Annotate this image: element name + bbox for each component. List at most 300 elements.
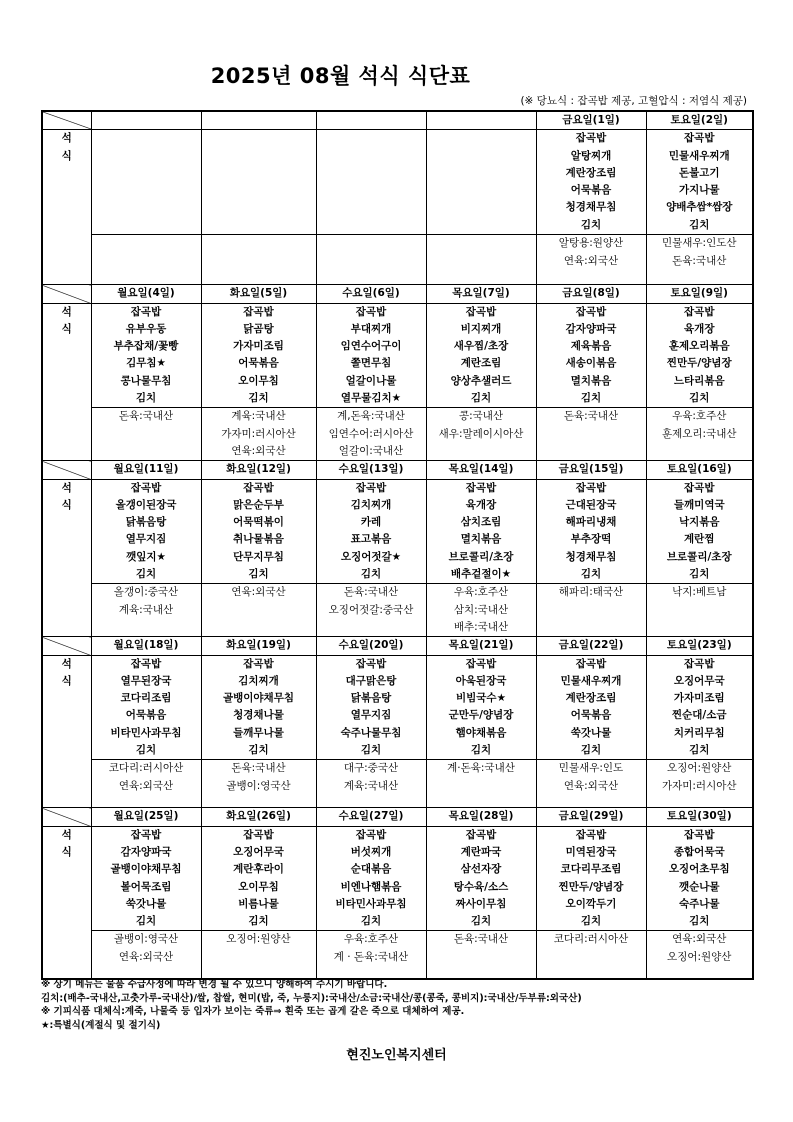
menu-item: 잡곡밥 xyxy=(130,481,162,494)
origin-info: 계 · 돈육:국내산 xyxy=(333,950,409,963)
day-header xyxy=(316,111,426,130)
menu-item: 멸치볶음 xyxy=(570,374,612,387)
origin-info: 계,돈육:국내산 xyxy=(337,410,405,423)
menu-item: 부추장떡 xyxy=(570,533,612,546)
week-header-row xyxy=(42,111,753,130)
menu-item: 감자양파국 xyxy=(120,845,172,858)
menu-item: 햄야채볶음 xyxy=(455,726,507,739)
menu-item: 김치 xyxy=(689,568,710,581)
menu-item: 김치 xyxy=(360,915,382,928)
day-header: 월요일(11일) xyxy=(91,461,201,479)
menu-item: 훈제오리볶음 xyxy=(668,340,730,353)
menu-item: 비지찌개 xyxy=(460,322,502,335)
menu-item: 유부우동 xyxy=(125,322,167,335)
menu-item: 오이무침 xyxy=(238,374,279,387)
menu-item: 짜사이무침 xyxy=(455,897,507,910)
menu-item: 잡곡밥 xyxy=(465,305,497,318)
menu-item: 골뱅이야채무침 xyxy=(222,692,294,705)
footnotes xyxy=(41,978,761,1032)
menu-cell xyxy=(426,655,536,760)
menu-table xyxy=(41,110,754,980)
menu-item: 김치 xyxy=(135,744,157,757)
menu-item: 잡곡밥 xyxy=(465,657,497,670)
menu-item: 김치 xyxy=(580,218,602,231)
menu-item: 찐순대/소금 xyxy=(671,709,727,722)
menu-item: 부추잡채/꽃빵 xyxy=(113,340,179,353)
menu-item: 어묵볶음 xyxy=(238,357,279,370)
menu-item: 계란장조림 xyxy=(565,692,617,705)
menu-item: 청경채무침 xyxy=(565,550,617,563)
menu-item: 맑은순두부 xyxy=(233,498,284,511)
menu-cell xyxy=(201,479,316,584)
menu-item: 취나물볶음 xyxy=(233,533,284,546)
menu-cell xyxy=(316,130,426,235)
meal-label-char: 석 xyxy=(61,828,72,841)
menu-item: 김치 xyxy=(248,915,269,928)
meal-label-char: 석 xyxy=(61,481,72,494)
menu-item: 김치 xyxy=(135,392,157,405)
menu-item: 비타민사과무침 xyxy=(110,726,182,739)
origin-row xyxy=(42,931,753,979)
day-header: 목요일(7일) xyxy=(426,285,536,303)
day-header: 토요일(30일) xyxy=(646,808,753,826)
menu-cell xyxy=(536,303,646,408)
menu-item: 오징어초무침 xyxy=(668,863,730,876)
menu-item: 비빔국수★ xyxy=(456,692,506,705)
origin-cell xyxy=(536,931,646,979)
day-header xyxy=(201,111,316,130)
menu-item: 치커리무침 xyxy=(673,726,725,739)
menu-items-row xyxy=(42,303,753,408)
origin-info: 돈육:국내산 xyxy=(453,933,509,946)
origin-cell xyxy=(646,235,753,285)
menu-item: 양상추샐러드 xyxy=(450,374,512,387)
menu-cell xyxy=(91,303,201,408)
day-header: 수요일(20일) xyxy=(316,637,426,655)
meal-label-char: 식 xyxy=(61,845,72,858)
menu-cell xyxy=(646,130,753,235)
menu-items-row xyxy=(42,130,753,235)
menu-cell xyxy=(201,826,316,931)
origin-info: 민물새우:인도산 xyxy=(661,237,737,250)
menu-item: 골뱅이야채무침 xyxy=(110,863,182,876)
origin-info: 오징어:원양산 xyxy=(226,933,291,946)
menu-item: 김치 xyxy=(689,744,710,757)
origin-info: 가자미:러시아산 xyxy=(661,779,737,792)
menu-items-row xyxy=(42,479,753,584)
day-header: 토요일(9일) xyxy=(646,285,753,303)
day-header xyxy=(426,111,536,130)
footnote-special: ★:특별식(계절식 및 절기식) xyxy=(41,1019,161,1031)
menu-item: 들깨무나물 xyxy=(233,726,284,739)
menu-item: 김치 xyxy=(470,915,492,928)
origin-info: 돈육:국내산 xyxy=(563,410,619,423)
menu-item: 쑥갓나물 xyxy=(125,897,167,910)
menu-cell xyxy=(316,479,426,584)
origin-info: 얼갈이:국내산 xyxy=(338,444,404,457)
origin-cell xyxy=(91,584,201,637)
menu-item: 열무지짐 xyxy=(350,709,392,722)
menu-item: 계란후라이 xyxy=(233,863,284,876)
meal-row-label xyxy=(42,479,91,637)
menu-item: 잡곡밥 xyxy=(575,132,607,145)
menu-item: 잡곡밥 xyxy=(575,657,607,670)
menu-item: 김치 xyxy=(580,392,602,405)
origin-info: 연육:외국산 xyxy=(231,586,286,599)
origin-info: 계·돈육:국내산 xyxy=(447,762,515,775)
menu-item: 잡곡밥 xyxy=(684,481,715,494)
menu-item: 닭볶음탕 xyxy=(125,516,167,529)
meal-label-char: 식 xyxy=(61,149,72,162)
day-header: 토요일(2일) xyxy=(646,111,753,130)
week-header-row xyxy=(42,637,753,655)
day-header: 화요일(5일) xyxy=(201,285,316,303)
menu-item: 잡곡밥 xyxy=(243,828,274,841)
origin-info: 우육:호주산 xyxy=(453,586,509,599)
origin-info: 오징어:원양산 xyxy=(667,950,732,963)
origin-cell xyxy=(426,235,536,285)
origin-cell xyxy=(646,931,753,979)
menu-item: 아욱된장국 xyxy=(455,674,507,687)
menu-item: 비타민사과무침 xyxy=(335,897,407,910)
menu-item: 멸치볶음 xyxy=(460,533,502,546)
menu-item: 찐만두/양념장 xyxy=(666,357,732,370)
menu-item: 비름나물 xyxy=(238,897,279,910)
origin-row xyxy=(42,584,753,637)
page-title: 2025년 08월 석식 식단표 xyxy=(210,64,471,88)
menu-item: 닭곰탕 xyxy=(243,322,274,335)
origin-info: 오징어젓갈:중국산 xyxy=(328,603,414,616)
origin-cell xyxy=(536,235,646,285)
menu-item: 잡곡밥 xyxy=(355,481,387,494)
day-header: 목요일(14일) xyxy=(426,461,536,479)
menu-cell xyxy=(201,303,316,408)
menu-item: 임연수어구이 xyxy=(340,340,402,353)
menu-item: 알탕찌개 xyxy=(570,149,612,162)
origin-info: 골뱅이:영국산 xyxy=(226,779,291,792)
menu-item: 잡곡밥 xyxy=(243,657,274,670)
menu-item: 계란장조림 xyxy=(565,166,617,179)
menu-item: 열무된장국 xyxy=(120,674,172,687)
origin-info: 알탕용:원양산 xyxy=(558,237,624,250)
diagonal-corner-cell xyxy=(42,808,91,826)
menu-item: 닭볶음탕 xyxy=(350,692,392,705)
origin-cell xyxy=(91,235,201,285)
menu-item: 민물새우찌개 xyxy=(668,149,730,162)
origin-info: 우육:호주산 xyxy=(672,410,727,423)
origin-info: 돈육:국내산 xyxy=(231,762,286,775)
menu-item: 삼치조림 xyxy=(460,516,502,529)
menu-cell xyxy=(646,826,753,931)
origin-info: 연육:외국산 xyxy=(231,444,286,457)
menu-item: 어묵볶음 xyxy=(570,709,612,722)
menu-item: 버섯찌개 xyxy=(350,845,392,858)
origin-row xyxy=(42,235,753,285)
menu-item: 코다리무조림 xyxy=(560,863,622,876)
origin-info: 우육:호주산 xyxy=(343,933,399,946)
menu-item: 잡곡밥 xyxy=(130,828,162,841)
menu-item: 배추겉절이★ xyxy=(450,568,512,581)
menu-cell xyxy=(316,303,426,408)
meal-label-char: 식 xyxy=(61,498,72,511)
menu-item: 감자양파국 xyxy=(565,322,617,335)
menu-item: 볼어묵조림 xyxy=(120,880,172,893)
diagonal-corner-cell xyxy=(42,285,91,303)
menu-item: 올갱이된장국 xyxy=(115,498,177,511)
meal-label-char: 식 xyxy=(61,674,72,687)
origin-cell xyxy=(201,235,316,285)
menu-cell xyxy=(536,130,646,235)
origin-cell xyxy=(316,584,426,637)
menu-item: 제육볶음 xyxy=(570,340,612,353)
origin-info: 코다리:러시아산 xyxy=(108,762,184,775)
menu-item: 청경채무침 xyxy=(565,201,617,214)
menu-item: 새송이볶음 xyxy=(565,357,617,370)
menu-item: 김치 xyxy=(580,744,602,757)
origin-info: 연육:외국산 xyxy=(672,933,727,946)
origin-cell xyxy=(426,931,536,979)
menu-item: 표고볶음 xyxy=(350,533,392,546)
origin-info: 연육:외국산 xyxy=(563,254,619,267)
origin-info: 대구:중국산 xyxy=(343,762,399,775)
menu-item: 잡곡밥 xyxy=(575,305,607,318)
menu-item: 잡곡밥 xyxy=(130,657,162,670)
menu-item: 쑥갓나물 xyxy=(570,726,612,739)
menu-item: 브로콜리/초장 xyxy=(448,550,514,563)
origin-cell xyxy=(426,760,536,808)
menu-item: 비엔나햄볶음 xyxy=(340,880,402,893)
menu-item: 김치 xyxy=(248,744,269,757)
day-header: 월요일(25일) xyxy=(91,808,201,826)
meal-row-label xyxy=(42,303,91,461)
menu-item: 콩나물무침 xyxy=(120,374,172,387)
day-header: 금요일(8일) xyxy=(536,285,646,303)
origin-cell xyxy=(426,408,536,461)
origin-row xyxy=(42,408,753,461)
origin-info: 코다리:러시아산 xyxy=(553,933,629,946)
menu-cell xyxy=(646,303,753,408)
week-header-row xyxy=(42,285,753,303)
origin-cell xyxy=(91,931,201,979)
menu-item: 김치 xyxy=(470,744,492,757)
menu-item: 잡곡밥 xyxy=(684,305,715,318)
menu-item: 김치 xyxy=(360,568,382,581)
menu-item: 오이깍두기 xyxy=(565,897,617,910)
menu-item: 코다리조림 xyxy=(120,692,172,705)
diagonal-corner-cell xyxy=(42,637,91,655)
menu-item: 들깨미역국 xyxy=(673,498,725,511)
week-header-row xyxy=(42,808,753,826)
origin-info: 해파리:태국산 xyxy=(558,586,624,599)
menu-cell xyxy=(426,303,536,408)
origin-info: 콩:국내산 xyxy=(458,410,504,423)
menu-item: 육개장 xyxy=(684,322,715,335)
origin-info: 계육:국내산 xyxy=(118,603,174,616)
menu-item: 잡곡밥 xyxy=(684,132,715,145)
day-header: 화요일(26일) xyxy=(201,808,316,826)
menu-item: 계란찜 xyxy=(684,533,715,546)
day-header: 금요일(1일) xyxy=(536,111,646,130)
day-header: 수요일(6일) xyxy=(316,285,426,303)
origin-info: 가자미:러시아산 xyxy=(221,427,296,440)
origin-info: 낙지:베트남 xyxy=(672,586,727,599)
menu-item: 김치 xyxy=(470,392,492,405)
menu-item: 가자미조림 xyxy=(673,692,725,705)
menu-item: 느타리볶음 xyxy=(673,374,725,387)
meal-row-label xyxy=(42,130,91,285)
origin-cell xyxy=(646,408,753,461)
origin-cell xyxy=(646,760,753,808)
menu-item: 김치 xyxy=(580,568,602,581)
menu-item: 어묵떡볶이 xyxy=(233,516,284,529)
day-header: 금요일(22일) xyxy=(536,637,646,655)
menu-item: 김치찌개 xyxy=(350,498,392,511)
menu-item: 어묵볶음 xyxy=(570,184,612,197)
day-header: 토요일(23일) xyxy=(646,637,753,655)
menu-item: 숙주나물 xyxy=(678,897,720,910)
origin-cell xyxy=(91,408,201,461)
origin-cell xyxy=(536,408,646,461)
menu-item: 찐만두/양념장 xyxy=(558,880,624,893)
origin-info: 돈육:국내산 xyxy=(118,410,174,423)
day-header: 화요일(12일) xyxy=(201,461,316,479)
menu-item: 탕수육/소스 xyxy=(453,880,509,893)
menu-item: 열무물김치★ xyxy=(340,392,402,405)
menu-item: 어묵볶음 xyxy=(125,709,167,722)
menu-item: 잡곡밥 xyxy=(684,828,715,841)
menu-item: 브로콜리/초장 xyxy=(666,550,732,563)
origin-info: 돈육:국내산 xyxy=(672,254,727,267)
menu-item: 계란파국 xyxy=(460,845,502,858)
menu-item: 얼갈이나물 xyxy=(345,374,397,387)
menu-item: 육개장 xyxy=(465,498,497,511)
day-header: 수요일(27일) xyxy=(316,808,426,826)
day-header: 목요일(21일) xyxy=(426,637,536,655)
menu-cell xyxy=(316,655,426,760)
origin-info: 삼치:국내산 xyxy=(453,603,509,616)
menu-item: 잡곡밥 xyxy=(575,481,607,494)
menu-cell xyxy=(316,826,426,931)
origin-row xyxy=(42,760,753,808)
menu-item: 김무침★ xyxy=(126,357,166,370)
menu-item: 김치 xyxy=(689,392,710,405)
origin-info: 오징어:원양산 xyxy=(667,762,732,775)
origin-cell xyxy=(201,931,316,979)
menu-item: 잡곡밥 xyxy=(355,828,387,841)
origin-cell xyxy=(201,408,316,461)
menu-item: 삼선자장 xyxy=(460,863,502,876)
menu-cell xyxy=(91,479,201,584)
menu-cell xyxy=(426,479,536,584)
origin-info: 연육:외국산 xyxy=(563,779,619,792)
origin-info: 골뱅이:영국산 xyxy=(113,933,179,946)
footnote-substitute: ※ 기피식품 대체식:계죽, 나물죽 등 입자가 보이는 죽류⇒ 흰죽 또는 곱게 갈은 죽으로 대체하여 제공. xyxy=(41,1006,465,1017)
menu-cell xyxy=(201,655,316,760)
origin-cell xyxy=(316,235,426,285)
menu-item: 김치 xyxy=(360,744,382,757)
origin-info: 계육:국내산 xyxy=(343,779,399,792)
menu-item: 잡곡밥 xyxy=(465,828,497,841)
menu-item: 양배추쌈*쌈장 xyxy=(666,201,733,214)
menu-items-row xyxy=(42,826,753,931)
day-header: 토요일(16일) xyxy=(646,461,753,479)
menu-item: 돈불고기 xyxy=(678,166,720,179)
origin-info: 훈제오리:국내산 xyxy=(661,427,737,440)
day-header: 금요일(15일) xyxy=(536,461,646,479)
menu-item: 계란조림 xyxy=(460,357,502,370)
menu-item: 잡곡밥 xyxy=(575,828,607,841)
day-header: 화요일(19일) xyxy=(201,637,316,655)
menu-item: 잡곡밥 xyxy=(355,657,387,670)
menu-item: 숙주나물무침 xyxy=(340,726,402,739)
origin-info: 연육:외국산 xyxy=(118,779,174,792)
origin-info: 민물새우:인도 xyxy=(558,762,624,775)
day-header: 월요일(18일) xyxy=(91,637,201,655)
menu-item: 김치 xyxy=(135,915,157,928)
menu-item: 깻잎지★ xyxy=(126,550,166,563)
menu-cell xyxy=(536,826,646,931)
menu-cell xyxy=(536,655,646,760)
diagonal-corner-cell xyxy=(42,461,91,479)
meal-label-char: 석 xyxy=(61,132,72,145)
origin-cell xyxy=(316,931,426,979)
origin-info: 올갱이:중국산 xyxy=(113,586,179,599)
origin-info: 연육:외국산 xyxy=(118,950,174,963)
menu-item: 가지나물 xyxy=(678,184,720,197)
origin-cell xyxy=(201,760,316,808)
menu-item: 낙지볶음 xyxy=(678,516,720,529)
origin-info: 배추:국내산 xyxy=(453,620,509,633)
week-header-row xyxy=(42,461,753,479)
menu-item: 김치 xyxy=(689,915,710,928)
menu-item: 깻순나물 xyxy=(678,880,720,893)
menu-item: 오징어젓갈★ xyxy=(340,550,402,563)
menu-item: 열무지짐 xyxy=(125,533,167,546)
menu-item: 오징어무국 xyxy=(673,674,725,687)
menu-item: 김치 xyxy=(580,915,602,928)
footnote-change: ※ 상기 메뉴는 물품 수급사정에 따라 변경 될 수 있으니 양해하여 주시기 바랍니다. xyxy=(41,979,388,990)
menu-cell xyxy=(91,655,201,760)
origin-cell xyxy=(316,408,426,461)
menu-item: 오징어무국 xyxy=(233,845,284,858)
menu-item: 종합어묵국 xyxy=(673,845,725,858)
diagonal-corner-cell xyxy=(42,111,91,130)
menu-item: 잡곡밥 xyxy=(465,481,497,494)
origin-info: 임연수어:러시아산 xyxy=(328,427,414,440)
menu-item: 잡곡밥 xyxy=(243,305,274,318)
meal-row-label xyxy=(42,655,91,808)
day-header xyxy=(91,111,201,130)
menu-item: 김치찌개 xyxy=(238,674,279,687)
menu-cell xyxy=(91,130,201,235)
menu-cell xyxy=(536,479,646,584)
menu-item: 김치 xyxy=(248,392,269,405)
origin-info: 새우:말레이시아산 xyxy=(438,427,524,440)
meal-label-char: 석 xyxy=(61,305,72,318)
menu-item: 근대된장국 xyxy=(565,498,617,511)
menu-cell xyxy=(426,826,536,931)
menu-item: 민물새우찌개 xyxy=(560,674,622,687)
origin-cell xyxy=(646,584,753,637)
day-header: 수요일(13일) xyxy=(316,461,426,479)
center-name: 현진노인복지센터 xyxy=(346,1048,447,1063)
menu-item: 순대볶음 xyxy=(350,863,392,876)
diet-note: (※ 당뇨식 : 잡곡밥 제공, 고혈압식 : 저염식 제공) xyxy=(520,95,747,107)
menu-items-row xyxy=(42,655,753,760)
menu-item: 김치 xyxy=(248,568,269,581)
menu-item: 새우찜/초장 xyxy=(453,340,509,353)
menu-item: 해파리냉채 xyxy=(565,516,617,529)
